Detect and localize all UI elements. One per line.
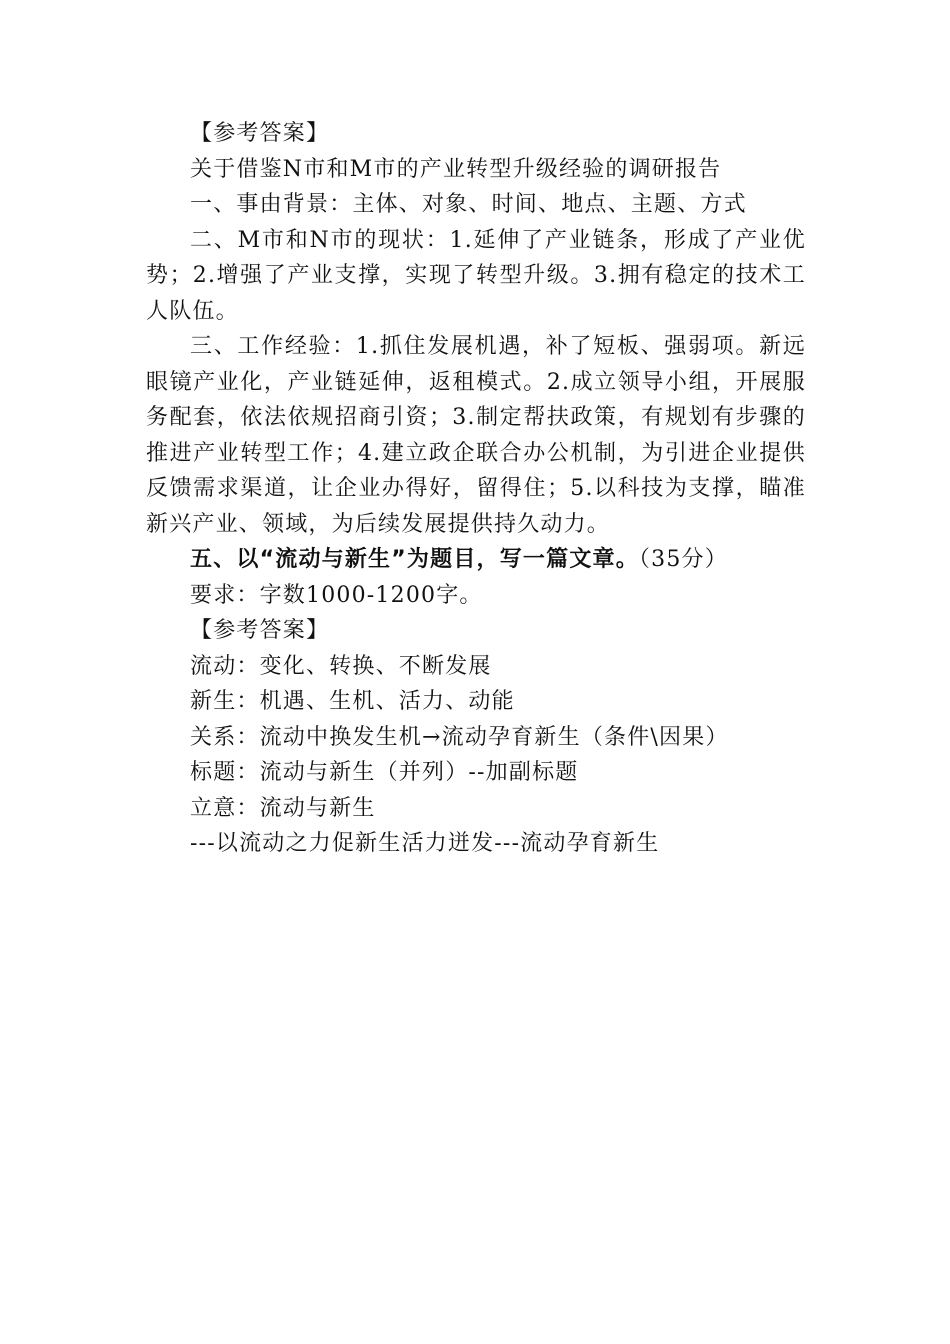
- title-line: 标题：流动与新生（并列）--加副标题: [190, 760, 579, 785]
- question-five: [146, 542, 806, 578]
- question-five-prompt: 五、以“流动与新生”为题目，写一篇文章。: [190, 547, 639, 572]
- section-two: 二、M市和N市的现状：1.延伸了产业链条，形成了产业优势；2.增强了产业支撑，实现了转型升级。3.拥有稳定的技术工人队伍。: [146, 227, 806, 324]
- report-title: 关于借鉴N市和M市的产业转型升级经验的调研报告: [190, 156, 722, 182]
- word-count-requirement: 要求：字数1000-1200字。: [190, 582, 483, 608]
- section-three: 三、工作经验：1.抓住发展机遇，补了短板、强弱项。新远眼镜产业化，产业链延伸，返租模式。2.成立领导小组，开展服务配套，依法依规招商引资；3.制定帮扶政策，有规划有步骤的推进产业转型工作；4.建立政企联合办公机制，为引进企业提供反馈需求渠道，让企业办得好，留得住；5.以科技为支撑，瞄准新兴产业、领域，为后续发展提供持久动力。: [146, 334, 806, 537]
- relation-line: 关系：流动中换发生机→流动孕育新生（条件\因果）: [190, 724, 729, 750]
- rebirth-definition: 新生：机遇、生机、活力、动能: [190, 689, 515, 714]
- subtitle-line: ---以流动之力促新生活力迸发---流动孕育新生: [190, 831, 660, 856]
- question-five-score: （35分）: [638, 547, 728, 572]
- reference-answer-heading-2: 【参考答案】: [190, 618, 330, 643]
- document-body: [146, 116, 806, 862]
- flow-definition: 流动：变化、转换、不断发展: [190, 653, 492, 679]
- section-one: 一、事由背景：主体、对象、时间、地点、主题、方式: [190, 192, 747, 217]
- reference-answer-heading: 【参考答案】: [190, 121, 330, 146]
- theme-line: 立意：流动与新生: [190, 795, 376, 821]
